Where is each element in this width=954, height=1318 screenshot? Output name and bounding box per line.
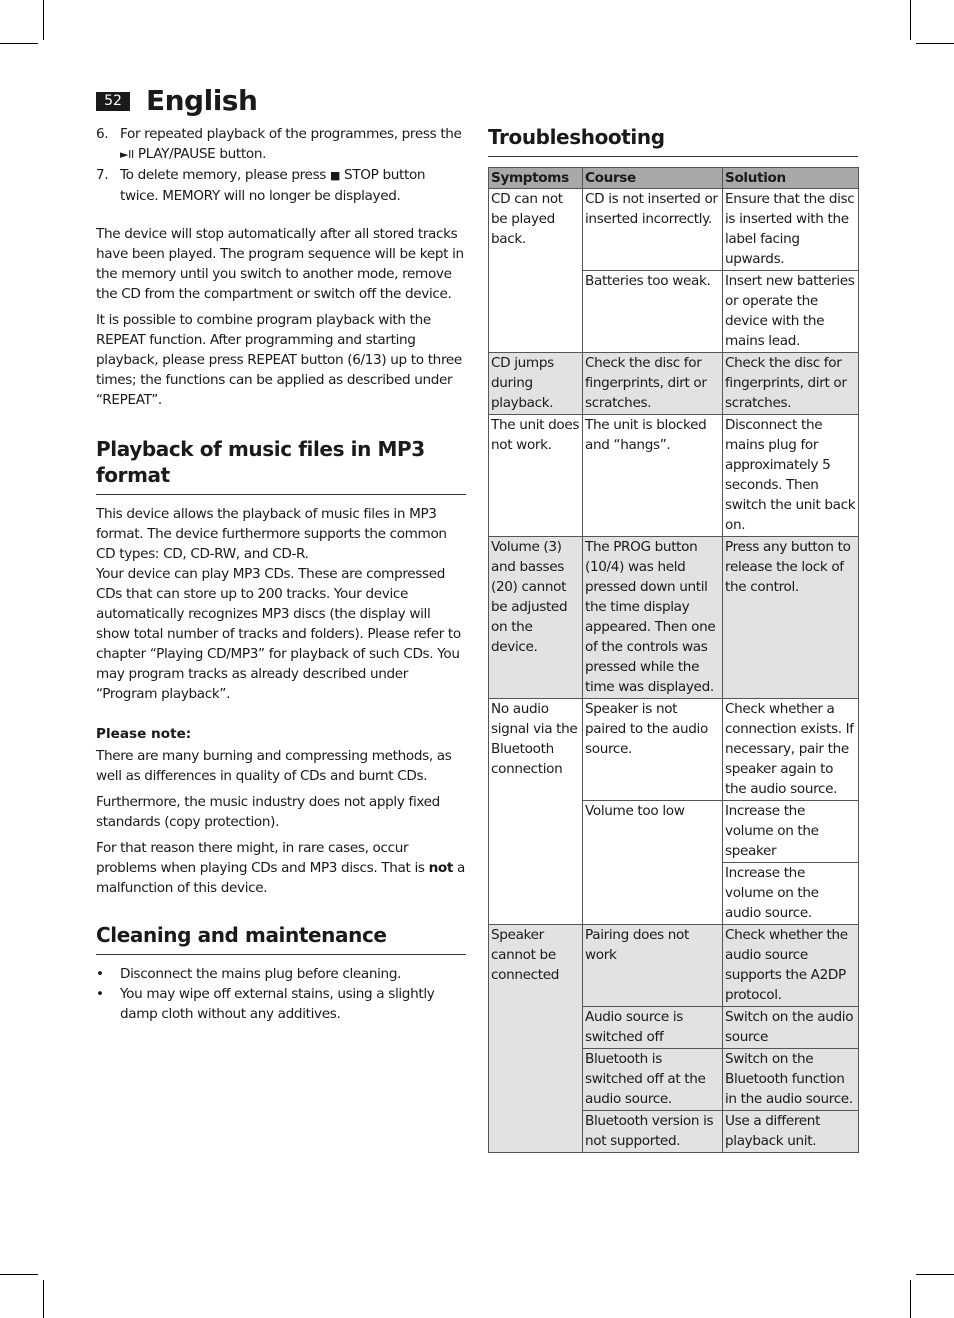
course-cell: Bluetooth version is not supported. [583, 1111, 723, 1153]
step-number: 7. [96, 167, 109, 183]
page-title: English [146, 84, 258, 117]
column-header: Solution [723, 168, 859, 189]
step-text: For repeated playback of the programmes, press the [120, 126, 462, 142]
solution-cell: Switch on the audio source [723, 1007, 859, 1049]
crop-mark [916, 43, 954, 44]
emphasis: not [428, 860, 454, 876]
paragraph [96, 838, 466, 898]
note-text: For that reason there might, in rare cases, occur problems when playing CDs and MP3 discs. That is [96, 840, 425, 876]
solution-cell: Disconnect the mains plug for approximately 5 seconds. Then switch the unit back on. [723, 415, 859, 537]
solution-cell: Check whether the audio source supports the A2DP protocol. [723, 925, 859, 1007]
section-heading-troubleshooting: Troubleshooting [488, 124, 858, 157]
paragraph: There are many burning and compressing methods, as well as differences in quality of CDs and burnt CDs. [96, 748, 452, 784]
column-header: Course [583, 168, 723, 189]
solution-cell: Use a different playback unit. [723, 1111, 859, 1153]
list-item: • Disconnect the mains plug before cleaning. [96, 966, 402, 982]
step-text: STOP button twice. MEMORY will no longer be displayed. [120, 167, 426, 204]
paragraph: It is possible to combine program playback with the REPEAT function. After programming and starting playback, please press REPEAT button (6/13) up to three times; the functions can be applied as described under “REPEAT”. [96, 312, 462, 408]
table-header-row [489, 168, 859, 189]
table-row [489, 353, 859, 415]
section-heading-mp3: Playback of music files in MP3 format [96, 436, 466, 495]
table-row [489, 189, 859, 271]
step-text: To delete memory, please press [120, 167, 327, 183]
stop-icon: ■ [330, 169, 341, 182]
section-heading-cleaning: Cleaning and maintenance [96, 922, 466, 955]
page-number: 52 [96, 92, 130, 111]
course-cell: Pairing does not work [583, 925, 723, 1007]
course-cell: The PROG button (10/4) was held pressed down until the time display appeared. Then one of the controls was pressed while the time was displayed. [583, 537, 723, 699]
note-heading: Please note: [96, 726, 192, 742]
course-cell: Speaker is not paired to the audio source. [583, 699, 723, 801]
troubleshooting-table [488, 167, 859, 1153]
crop-mark [0, 1274, 38, 1275]
bullet-text: Disconnect the mains plug before cleaning. [120, 966, 402, 982]
right-column [488, 124, 858, 1153]
course-cell: Batteries too weak. [583, 271, 723, 353]
list-item [96, 124, 466, 165]
course-cell: Audio source is switched off [583, 1007, 723, 1049]
course-cell: Check the disc for fingerprints, dirt or scratches. [583, 353, 723, 415]
column-header: Symptoms [489, 168, 583, 189]
solution-cell: Press any button to release the lock of the control. [723, 537, 859, 699]
step-number: 6. [96, 126, 109, 142]
solution-cell: Increase the volume on the audio source. [723, 863, 859, 925]
solution-cell: Increase the volume on the speaker [723, 801, 859, 863]
paragraph: Furthermore, the music industry does not apply fixed standards (copy protection). [96, 794, 440, 830]
symptom-cell: The unit does not work. [489, 415, 583, 537]
paragraph: This device allows the playback of music files in MP3 format. The device furthermore supports the common CD types: CD, CD-RW, and CD-R. [96, 506, 447, 562]
table-row [489, 415, 859, 537]
left-column [96, 124, 466, 1024]
play-pause-icon: ►II [120, 148, 134, 161]
crop-mark [0, 43, 38, 44]
step-list [96, 124, 466, 206]
crop-mark [43, 0, 44, 40]
paragraph: Your device can play MP3 CDs. These are compressed CDs that can store up to 200 tracks. Your device automatically recognizes MP3 discs (the display will show total number of tracks and folders). Please refer to chapter “Playing CD/MP3” for playback of such CDs. You may program tracks as already described under “Program playback”. [96, 566, 461, 702]
table-row [489, 537, 859, 699]
solution-cell: Insert new batteries or operate the device with the mains lead. [723, 271, 859, 353]
table-row [489, 699, 859, 801]
paragraph: The device will stop automatically after all stored tracks have been played. The program sequence will be kept in the memory until you switch to another mode, remove the CD from the compartment or switch off the device. [96, 226, 464, 302]
solution-cell: Check the disc for fingerprints, dirt or scratches. [723, 353, 859, 415]
crop-mark [43, 1280, 44, 1318]
symptom-cell: CD can not be played back. [489, 189, 583, 353]
symptom-cell: Speaker cannot be connected [489, 925, 583, 1153]
solution-cell: Check whether a connection exists. If necessary, pair the speaker again to the audio source. [723, 699, 859, 801]
solution-cell: Ensure that the disc is inserted with the label facing upwards. [723, 189, 859, 271]
symptom-cell: Volume (3) and basses (20) cannot be adjusted on the device. [489, 537, 583, 699]
table-row [489, 925, 859, 1007]
bullet-list [96, 964, 466, 1024]
solution-cell: Switch on the Bluetooth function in the audio source. [723, 1049, 859, 1111]
list-item [96, 165, 466, 206]
crop-mark [916, 1274, 954, 1275]
bullet-text: You may wipe off external stains, using a slightly damp cloth without any additives. [120, 986, 435, 1022]
symptom-cell: No audio signal via the Bluetooth connection [489, 699, 583, 925]
course-cell: The unit is blocked and “hangs”. [583, 415, 723, 537]
list-item: • You may wipe off external stains, using a slightly damp cloth without any additives. [96, 986, 435, 1022]
course-cell: Volume too low [583, 801, 723, 925]
crop-mark [910, 1280, 911, 1318]
step-text: PLAY/PAUSE button. [137, 146, 267, 162]
crop-mark [910, 0, 911, 40]
course-cell: Bluetooth is switched off at the audio source. [583, 1049, 723, 1111]
note-text: a malfunction of this device. [96, 860, 466, 896]
course-cell: CD is not inserted or inserted incorrectly. [583, 189, 723, 271]
symptom-cell: CD jumps during playback. [489, 353, 583, 415]
